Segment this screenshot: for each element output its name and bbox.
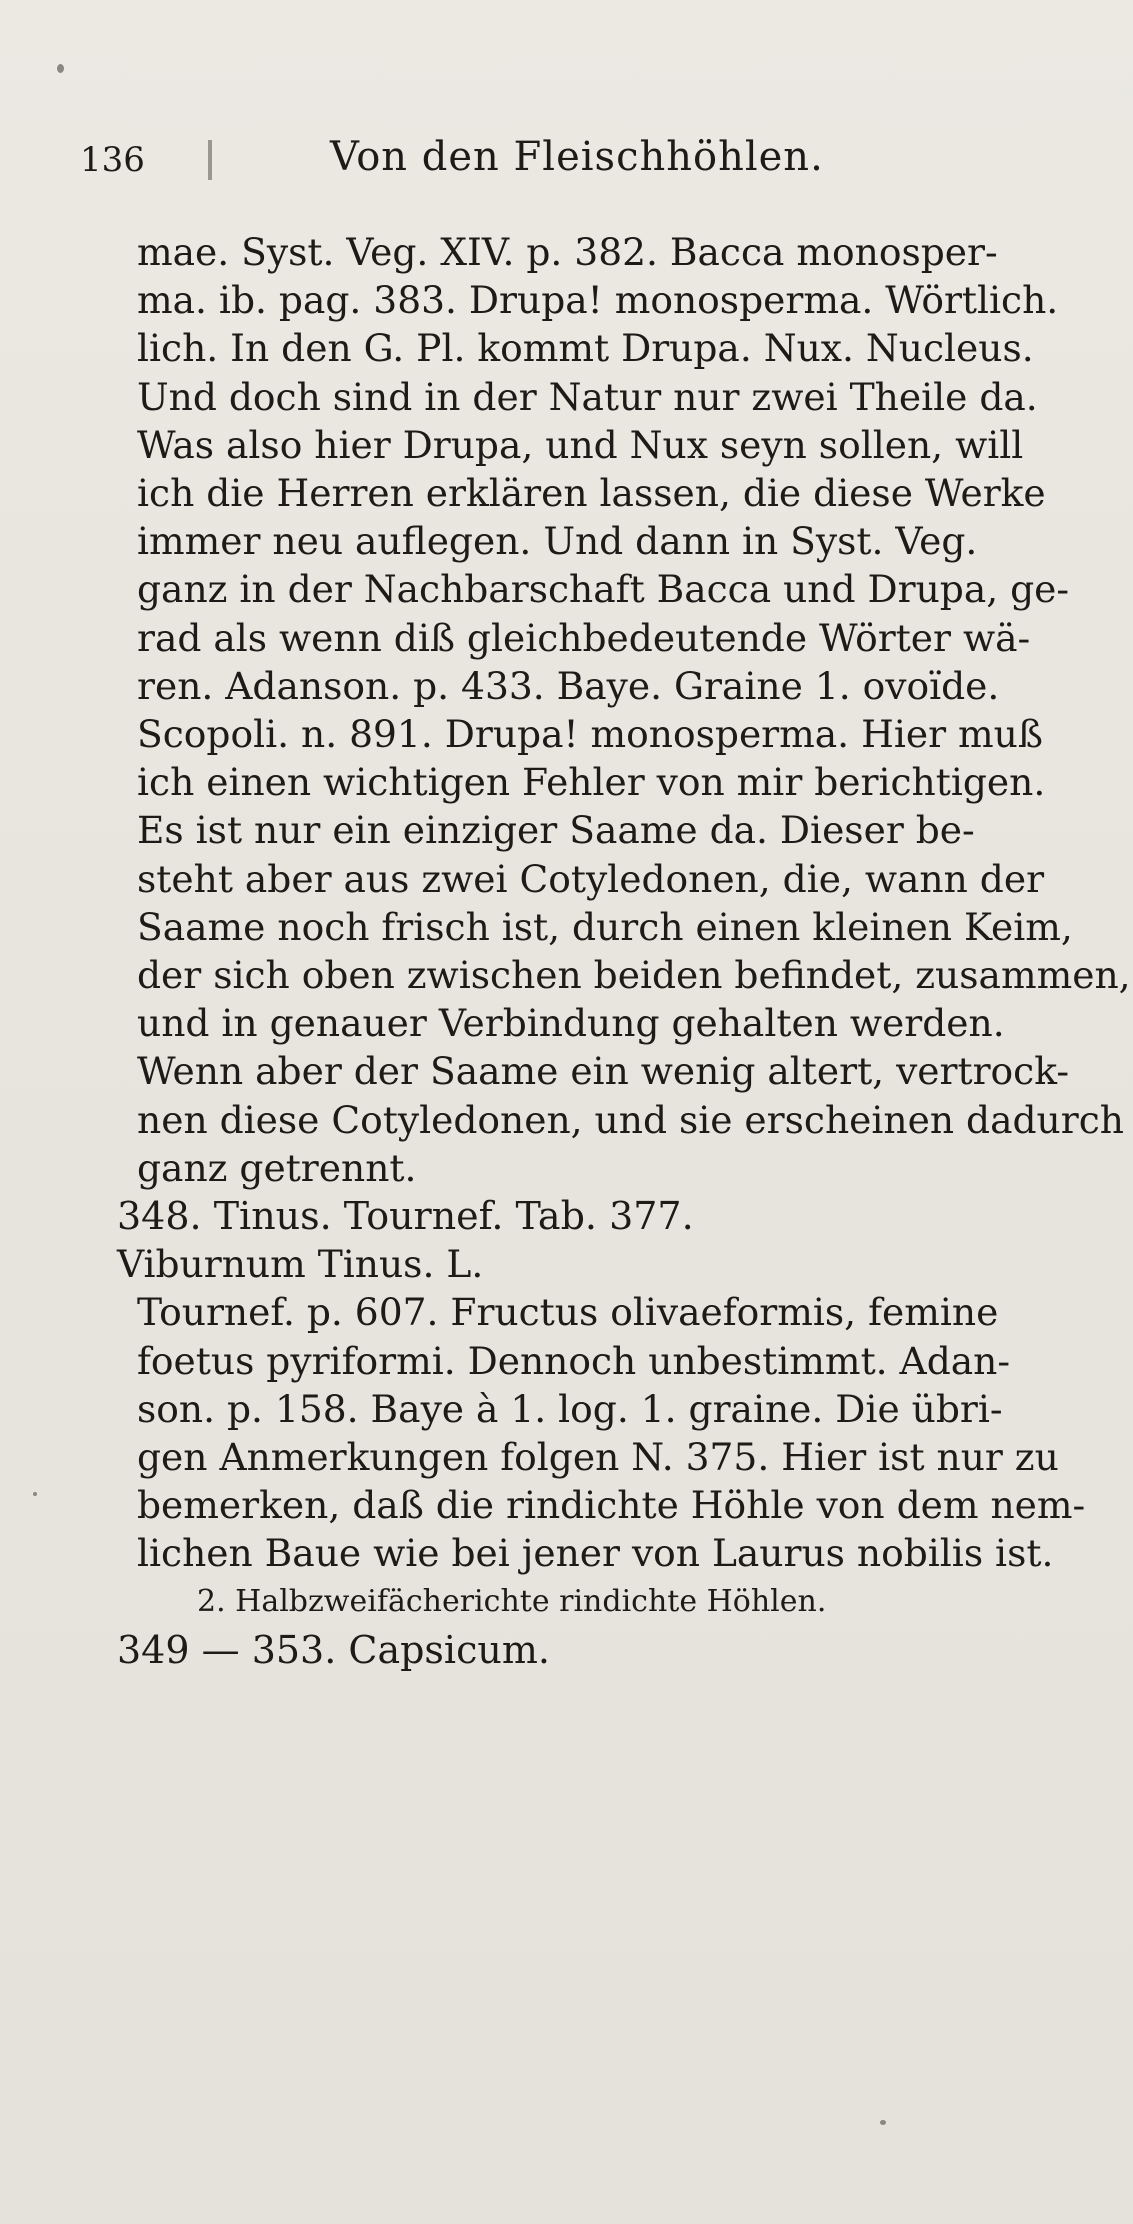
text-line: mae. Syst. Veg. XIV. p. 382. Bacca monosper- [137, 230, 998, 274]
text-line: Scopoli. n. 891. Drupa! monosperma. Hier muß [137, 712, 1043, 757]
text-line: ich einen wichtigen Fehler von mir berichtigen. [137, 760, 1046, 805]
running-title: Von den Fleischhöhlen. [330, 134, 824, 180]
text-line: rad als wenn diß gleichbedeutende Wörter wä- [137, 615, 1031, 660]
page-number: 136 [80, 140, 145, 180]
text-line: ganz in der Nachbarschaft Bacca und Drupa, ge- [137, 567, 1070, 612]
text-line: Wenn aber der Saame ein wenig altert, vertrock- [137, 1049, 1070, 1094]
text-line: und in genauer Verbindung gehalten werden. [137, 1001, 1005, 1046]
text-line: ganz getrennt. [137, 1145, 417, 1190]
text-line: steht aber aus zwei Cotyledonen, die, wann der [137, 856, 1045, 901]
ink-spot [880, 2120, 886, 2125]
text-line: ich die Herren erklären lassen, die diese Werke [137, 471, 1046, 516]
entry-heading: 348. Tinus. Tournef. Tab. 377. [117, 1194, 694, 1239]
entry-species: Viburnum Tinus. L. [117, 1242, 484, 1287]
text-line: bemerken, daß die rindichte Höhle von dem nem- [137, 1483, 1086, 1528]
text-line: Tournef. p. 607. Fructus olivaeformis, femine [137, 1290, 999, 1335]
text-line: son. p. 158. Baye à 1. log. 1. graine. Die übri- [137, 1386, 1003, 1431]
main-text [117, 228, 1131, 1674]
text-line: immer neu auflegen. Und dann in Syst. Veg. [137, 519, 978, 564]
section-subheading: 2. Halbzweifächerichte rindichte Höhlen. [197, 1583, 827, 1619]
ink-spot [33, 1492, 37, 1496]
ink-spot [57, 64, 64, 73]
text-line: foetus pyriformi. Dennoch unbestimmt. Adan- [137, 1338, 1011, 1383]
text-line: Und doch sind in der Natur nur zwei Theile da. [137, 374, 1038, 419]
text-line: lich. In den G. Pl. kommt Drupa. Nux. Nucleus. [137, 326, 1034, 371]
text-line: Was also hier Drupa, und Nux seyn sollen, will [137, 422, 1024, 467]
text-line: Saame noch frisch ist, durch einen kleinen Keim, [137, 904, 1073, 949]
text-line: der sich oben zwischen beiden befindet, zusammen, [137, 953, 1131, 998]
page-header [70, 120, 1073, 180]
entry-heading: 349 — 353. Capsicum. [117, 1627, 550, 1672]
text-line: ren. Adanson. p. 433. Baye. Graine 1. ovoïde. [137, 663, 1000, 708]
text-line: lichen Baue wie bei jener von Laurus nobilis ist. [137, 1531, 1054, 1576]
text-line: ma. ib. pag. 383. Drupa! monosperma. Wörtlich. [137, 278, 1059, 323]
text-line: Es ist nur ein einziger Saame da. Dieser be- [137, 808, 975, 853]
text-line: nen diese Cotyledonen, und sie erscheinen dadurch [137, 1097, 1124, 1142]
text-line: gen Anmerkungen folgen N. 375. Hier ist nur zu [137, 1435, 1059, 1480]
header-divider [208, 140, 212, 180]
